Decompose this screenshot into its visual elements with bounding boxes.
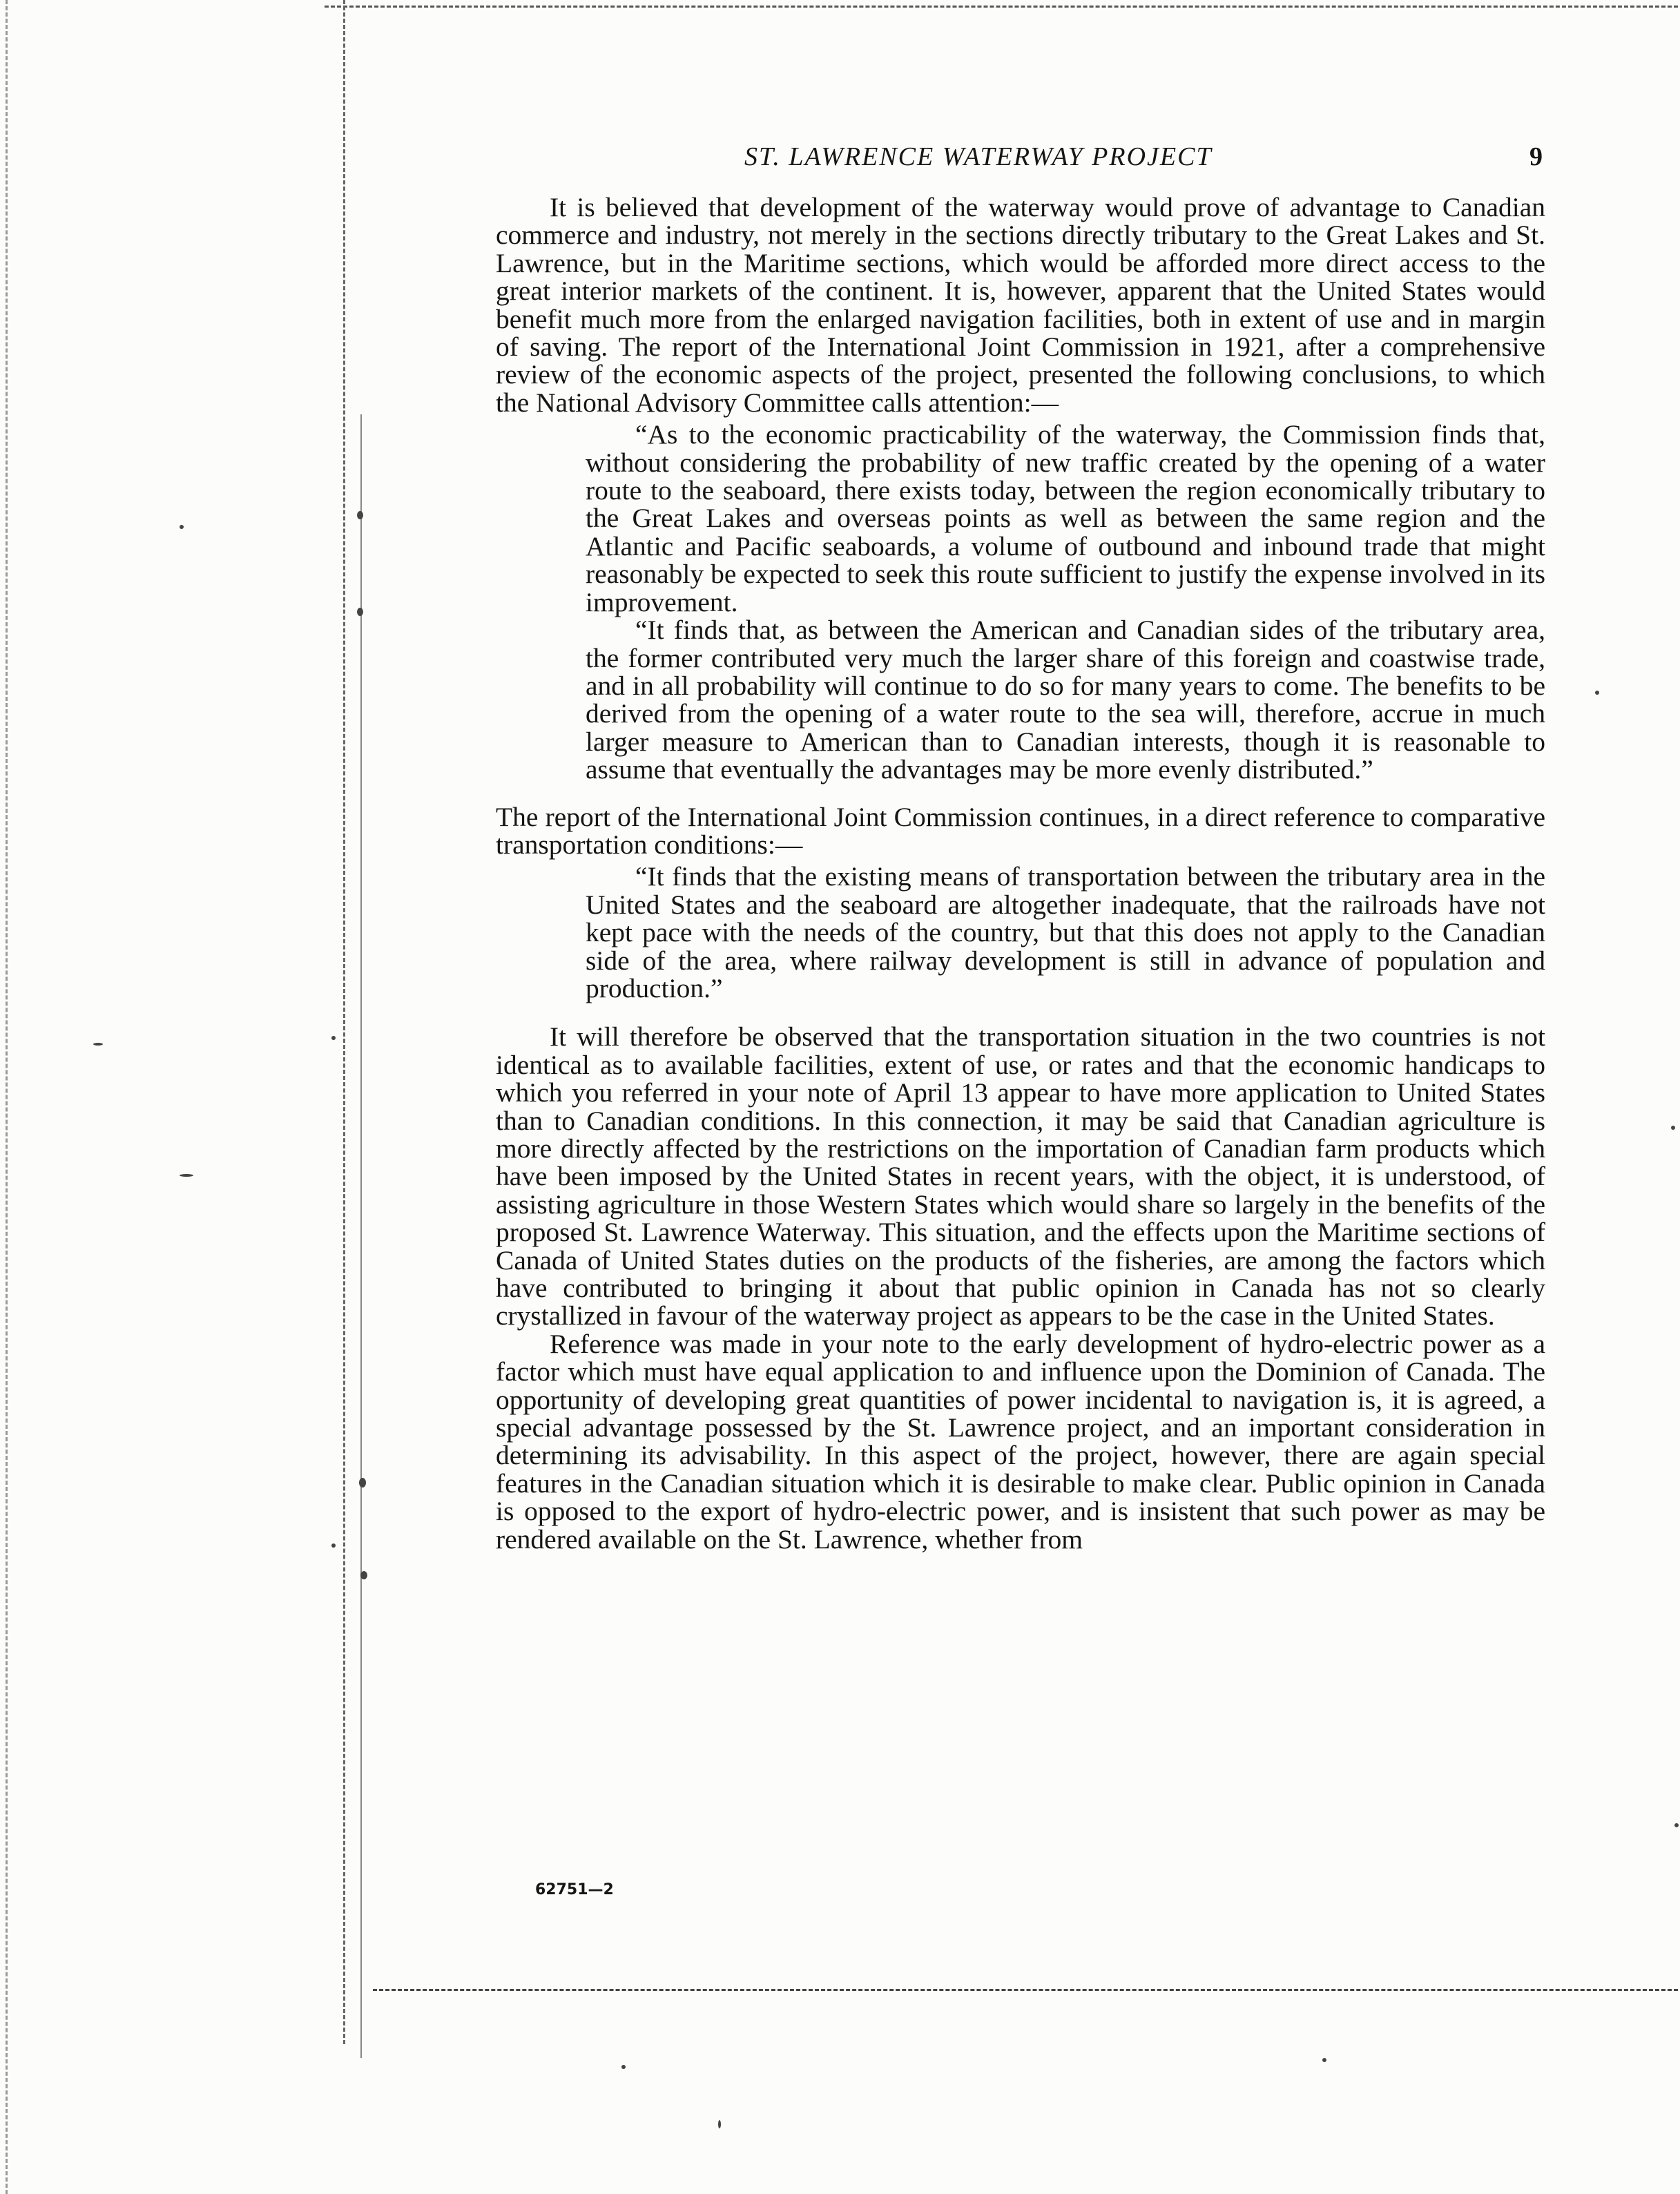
scan-speck xyxy=(331,1036,336,1040)
body-text xyxy=(496,193,1545,1553)
scan-speck xyxy=(1674,1823,1679,1827)
paragraph: The report of the International Joint Commission continues, in a direct reference to comparative transportation conditions:— xyxy=(496,801,1545,860)
paragraph: Reference was made in your note to the early development of hydro-electric power as a factor which must have equal application to and influence upon the Dominion of Canada. The opportunity of developing great quantities of power incidental to navigation is, it is agreed, a special advantage possessed by the St. Lawrence project, and an important consideration in determining its advisability. In this aspect of the project, however, there are again special features in the Canadian situation which it is desirable to make clear. Public opinion in Canada is opposed to the export of hydro-electric power, and is insistent that such power as may be rendered available on the St. Lawrence, whether from xyxy=(496,1328,1545,1555)
paragraph: It is believed that development of the waterway would prove of advantage to Canadian commerce and industry, not merely in the sections directly tributary to the Great Lakes and St. Lawrence, but in the Maritime sections, which would be afforded more direct access to the great interior markets of the continent. It is, however, apparent that the United States would benefit much more from the enlarged navigation facilities, both in extent of use and in margin of saving. The report of the International Joint Commission in 1921, after a comprehensive review of the economic aspects of the project, presented the following conclusions, to which the National Advisory Committee calls attention:— xyxy=(496,192,1545,418)
scan-speck xyxy=(718,2120,721,2128)
scan-edge-line xyxy=(6,0,8,2194)
paragraph: It will therefore be observed that the transportation situation in the two countries is not identical as to available facilities, extent of use, or rates and that the economic handicaps to which you referred in your note of April 13 appear to have more application to United States than to Canadian conditions. In this connection, it may be said that Canadian agriculture is more directly affected by the restrictions on the importation of Canadian farm products which have been imposed by the United States in recent years, with the object, it is understood, of assisting agriculture in those Western States which would share so largely in the benefits of the proposed St. Lawrence Waterway. This situation, and the effects upon the Maritime sections of Canada of United States duties on the products of the fisheries, are among the factors which have contributed to bringing it about that public opinion in Canada has not so clearly crystallized in favour of the waterway project as appears to be the case in the United States. xyxy=(496,1021,1545,1331)
printer-signature-mark: 62751—2 xyxy=(535,1881,614,1898)
running-head: ST. LAWRENCE WATERWAY PROJECT xyxy=(744,142,1213,171)
scan-speck xyxy=(1671,1126,1675,1130)
scan-speck xyxy=(357,511,363,519)
scan-speck xyxy=(360,1571,367,1579)
block-quote-paragraph: “As to the economic practicability of the waterway, the Commission finds that, without considering the probability of new traffic created by the opening of a water route to the seaboard, there exists today, between the region economically tributary to the Great Lakes and overseas points as well as between the same region and the Atlantic and Pacific seaboards, a volume of outbound and inbound trade that might reasonably be expected to seek this route sufficient to justify the expense involved in its improvement. xyxy=(586,419,1545,617)
scan-speck xyxy=(621,2065,626,2069)
scan-speck xyxy=(357,608,363,616)
scan-speck xyxy=(1595,691,1599,695)
block-quote-paragraph: “It finds that, as between the American and Canadian sides of the tributary area, the former contributed very much the larger share of this foreign and coastwise trade, and in all probability will continue to do so for many years to come. The benefits to be derived from the opening of a water route to the sea will, therefore, accrue in much larger measure to American than to Canadian interests, though it is reasonable to assume that eventually the advantages may be more evenly distributed.” xyxy=(586,615,1545,785)
scan-speck xyxy=(331,1543,336,1548)
scan-speck xyxy=(359,1478,366,1488)
binding-line xyxy=(343,0,345,2044)
scan-speck xyxy=(1322,2058,1326,2062)
scan-bottom-rule xyxy=(373,1989,1678,1991)
scan-speck xyxy=(180,1174,193,1177)
scan-speck xyxy=(93,1043,103,1046)
page-number: 9 xyxy=(1529,142,1543,171)
binding-line-inner xyxy=(360,414,362,2058)
scan-speck xyxy=(180,525,184,529)
scan-top-rule xyxy=(325,6,1678,8)
block-quote-paragraph: “It finds that the existing means of transportation between the tributary area in the United States and the seaboard are altogether inadequate, that the railroads have not kept pace with the needs of the country, but that this does not apply to the Canadian side of the area, where railway development is still in advance of population and production.” xyxy=(586,861,1545,1003)
